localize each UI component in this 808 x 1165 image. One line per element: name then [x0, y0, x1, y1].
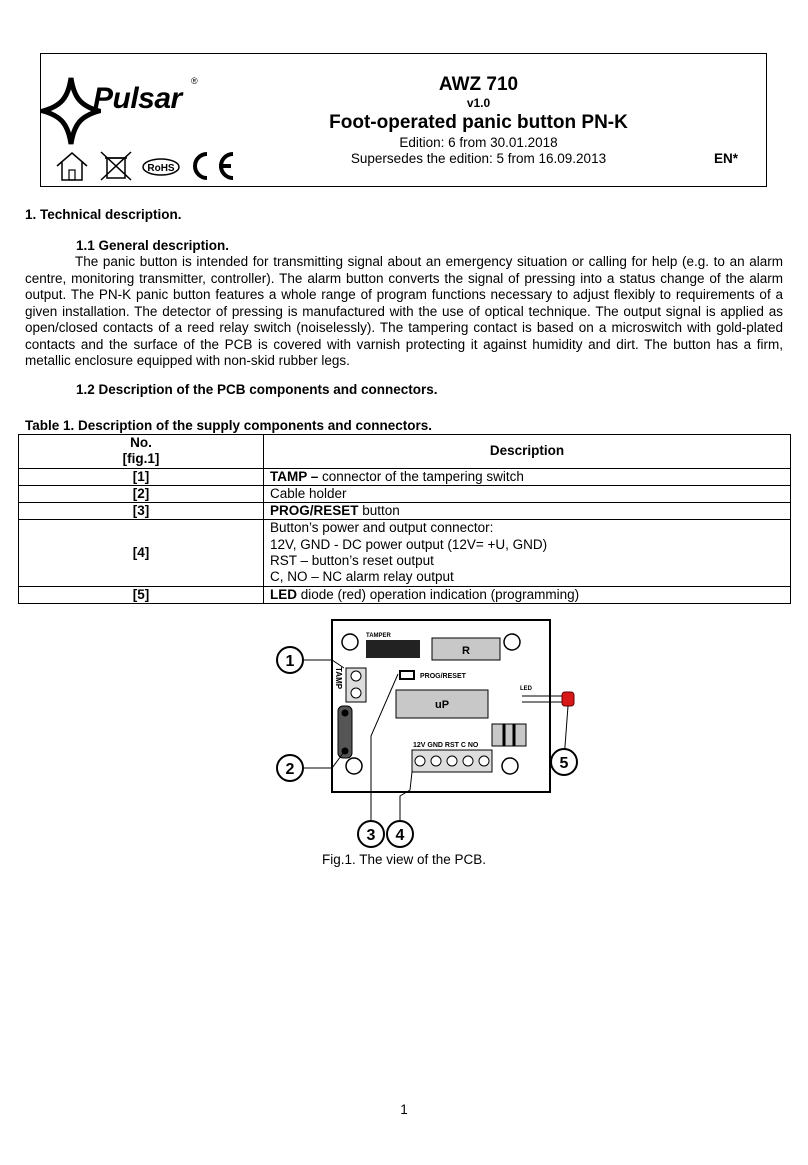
- logo-text: Pulsar: [93, 82, 182, 115]
- product-code: AWZ 710: [438, 74, 519, 95]
- row-description: PROG/RESET button: [264, 503, 791, 520]
- prog-reset-button: [400, 671, 414, 679]
- edition-text: Edition: 6 from 30.01.2018: [399, 135, 558, 150]
- table-row: [19, 520, 791, 586]
- row-number: [4]: [19, 520, 264, 586]
- row-number: [2]: [19, 485, 264, 502]
- cable-holder-hole: [342, 710, 349, 717]
- table-row: [19, 485, 791, 502]
- column-header-description: Description: [264, 435, 791, 469]
- table-row: [19, 503, 791, 520]
- crossed-bin-icon: [101, 152, 131, 180]
- page-number: 1: [400, 1102, 408, 1117]
- tamp-connector-label: TAMP: [334, 667, 343, 690]
- tamp-screw: [351, 688, 361, 698]
- pulsar-logo: [41, 76, 211, 146]
- table-caption: Table 1. Description of the supply components and connectors.: [25, 418, 433, 433]
- document-version: v1.0: [466, 96, 491, 110]
- svg-text:4: 4: [395, 827, 405, 844]
- terminal-screw: [431, 756, 441, 766]
- microcontroller-label: uP: [434, 699, 450, 711]
- language-code: EN*: [713, 151, 738, 166]
- column-header-no: No. [fig.1]: [19, 435, 264, 469]
- subsection-heading-general: 1.1 General description.: [76, 238, 230, 253]
- row-description: LED diode (red) operation indication (programming): [264, 586, 791, 603]
- terminal-screw: [415, 756, 425, 766]
- terminal-screw: [447, 756, 457, 766]
- house-icon: [57, 153, 87, 180]
- section-heading: 1. Technical description.: [25, 207, 182, 222]
- components-table: [18, 434, 791, 604]
- general-description-paragraph: The panic button is intended for transmitting signal about an emergency situation or calling for help (e.g. to an alarm centre, monitoring transmitter, controller). The alarm button converts the signal of pressing into a status change of the alarm output. The PN-K panic button features a whole range of program functions necessary to adjust flexibly to requirements of a given installation. The detector of pressing is manufactured with the use of optical technique. The output signal is applied as open/closed contacts of a reed relay switch (noiselessly). The tampering contact is based on a microswitch with gold-plated contacts and the surface of the PCB is covered with varnish protecting it against humidity and dirt. The button has a firm, metallic enclosure equipped with non-skid rubber legs.: [25, 254, 783, 368]
- rohs-label: RoHS: [147, 163, 175, 174]
- subsection-heading-pcb: 1.2 Description of the PCB components and connectors.: [76, 382, 438, 397]
- table-header-row: [19, 435, 791, 469]
- led-label: LED: [520, 686, 532, 692]
- table-row: [19, 586, 791, 603]
- table-row: [19, 468, 791, 485]
- row-description: Button’s power and output connector: 12V, GND - DC power output (12V= +U, GND) RST – button’s reset output C, NO – NC alarm relay output: [264, 520, 791, 586]
- logo-registered-mark: ®: [191, 76, 198, 86]
- terminal-labels: 12V GND RST C NO: [413, 742, 479, 749]
- terminal-screw: [463, 756, 473, 766]
- tamp-screw: [351, 671, 361, 681]
- pulsar-star-icon: [41, 76, 101, 146]
- row-description: Cable holder: [264, 485, 791, 502]
- callout-3: [358, 821, 384, 847]
- svg-text:5: 5: [559, 755, 569, 772]
- row-description: TAMP – connector of the tampering switch: [264, 468, 791, 485]
- svg-text:2: 2: [285, 761, 295, 778]
- svg-text:1: 1: [285, 653, 295, 670]
- tamper-label: TAMPER: [366, 633, 391, 639]
- row-number: [3]: [19, 503, 264, 520]
- row-number: [1]: [19, 468, 264, 485]
- svg-text:3: 3: [366, 827, 376, 844]
- tamper-switch: [366, 640, 420, 658]
- supersedes-text: Supersedes the edition: 5 from 16.09.2013: [350, 151, 607, 166]
- callout-1: [277, 647, 303, 673]
- product-name: Foot-operated panic button PN-K: [329, 112, 628, 133]
- rohs-icon: [143, 159, 179, 175]
- transistor: [492, 724, 526, 746]
- callout-4: [387, 821, 413, 847]
- pcb-figure: [270, 612, 600, 852]
- led-diode: [562, 692, 574, 706]
- document-header: [40, 53, 767, 187]
- relay-label: R: [462, 645, 470, 657]
- prog-reset-label: PROG/RESET: [420, 673, 466, 680]
- callout-2: [277, 755, 303, 781]
- figure-caption: Fig.1. The view of the PCB.: [321, 852, 487, 867]
- row-number: [5]: [19, 586, 264, 603]
- callout-5: [551, 749, 577, 775]
- terminal-screw: [479, 756, 489, 766]
